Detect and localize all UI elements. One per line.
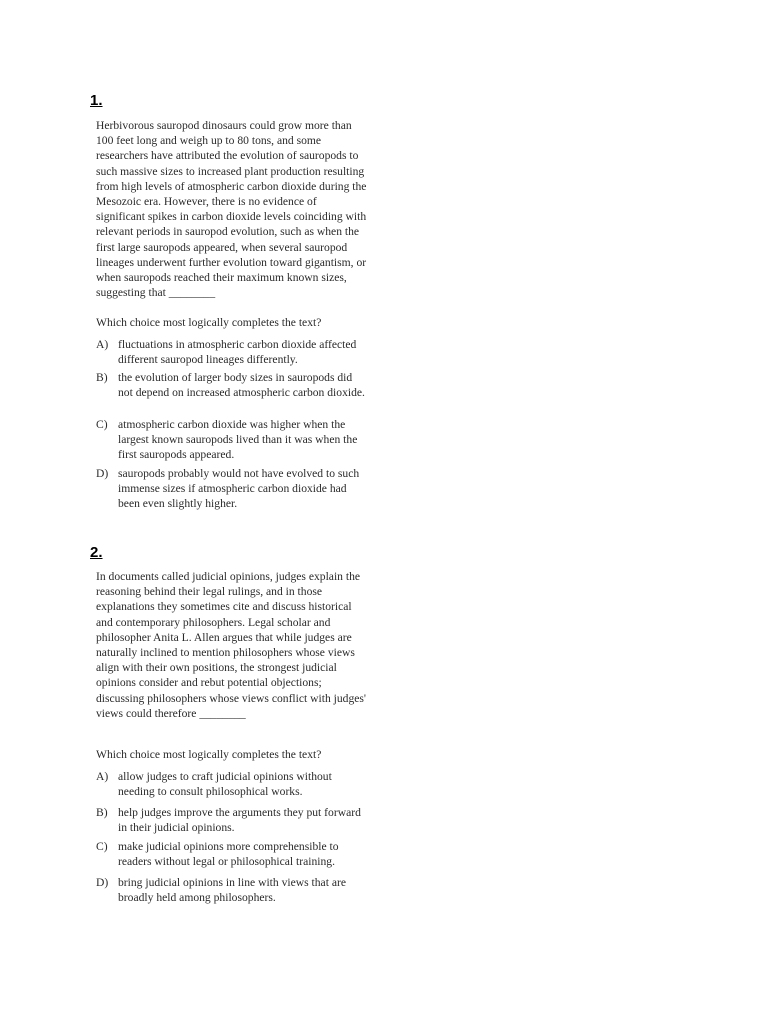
choice-letter: A): [96, 338, 109, 351]
question-passage: In documents called judicial opinions, judges explain the reasoning behind their legal rulings, and in those explanations they sometimes cite and discuss historical and contemporary philosophers. Legal scholar and philosopher Anita L. Allen argues that while judges are naturally inclined to mention philosophers whose views align with their own positions, the strongest judicial opinions consider and rebut potential objections; discussing philosophers whose views conflict with judges' views could therefore ________: [96, 570, 367, 720]
question-prompt: Which choice most logically completes the text?: [96, 316, 322, 329]
choice-text: make judicial opinions more comprehensible to readers without legal or philosophical training.: [118, 840, 339, 869]
question-number: 1.: [90, 92, 103, 109]
choice-text: allow judges to craft judicial opinions without needing to consult philosophical works.: [118, 770, 332, 799]
choice-text: sauropods probably would not have evolved to such immense sizes if atmospheric carbon dioxide had been even slightly higher.: [118, 467, 360, 511]
choice-text: bring judicial opinions in line with views that are broadly held among philosophers.: [118, 876, 346, 905]
choice-letter: D): [96, 876, 109, 889]
question-number: 2.: [90, 544, 103, 561]
question-prompt: Which choice most logically completes the text?: [96, 748, 322, 761]
choice-letter: A): [96, 770, 109, 783]
choice-text: the evolution of larger body sizes in sauropods did not depend on increased atmospheric carbon dioxide.: [118, 371, 365, 400]
choice-letter: D): [96, 467, 109, 480]
choice-letter: C): [96, 840, 108, 853]
choice-letter: B): [96, 806, 108, 819]
question-passage: Herbivorous sauropod dinosaurs could grow more than 100 feet long and weigh up to 80 tons, and some researchers have attributed the evolution of sauropods to such massive sizes to increased plant production resulting from high levels of atmospheric carbon dioxide during the Mesozoic era. However, there is no evidence of significant spikes in carbon dioxide levels coinciding with relevant periods in sauropod evolution, such as when the first large sauropods appeared, when several sauropod lineages underwent further evolution toward gigantism, or when sauropods reached their maximum known sizes, suggesting that ________: [96, 119, 367, 300]
choice-text: help judges improve the arguments they put forward in their judicial opinions.: [118, 806, 361, 835]
choice-letter: B): [96, 371, 108, 384]
choice-text: fluctuations in atmospheric carbon dioxide affected different sauropod lineages differently.: [118, 338, 357, 367]
choice-letter: C): [96, 418, 108, 431]
choice-text: atmospheric carbon dioxide was higher when the largest known sauropods lived than it was when the first sauropods appeared.: [118, 418, 358, 462]
